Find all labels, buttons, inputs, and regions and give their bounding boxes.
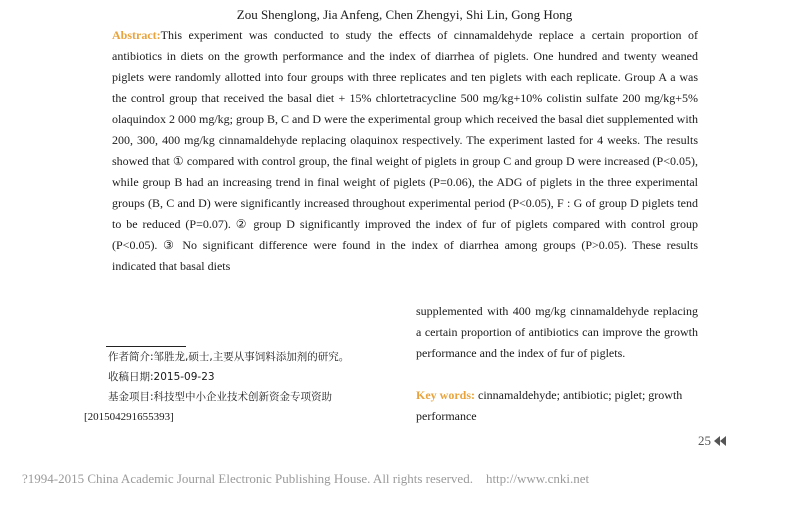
- footnote-grant-number: [201504291655393]: [84, 411, 174, 423]
- page-number: [698, 433, 726, 449]
- footnote-author-info: 作者简介:邹胜龙,硕士,主要从事饲料添加剂的研究。: [108, 351, 350, 363]
- abstract-body: This experiment was conducted to study the effects of cinnamaldehyde replace a certain proportion of antibiotics in diets on the growth performance and the index of diarrhea of piglets. One hundred and twenty weaned piglets were randomly allotted into four groups with three replicates and ten piglets with each replicate. Group A a was the control group that received the basal diet + 15% chlortetracycline 500 mg/kg+10% colistin sulfate 200 mg/kg+5% olaquindox 2 000 mg/kg; group B, C and D were the experimental group which received the basal diet supplemented with 200, 300, 400 mg/kg cinnamaldehyde replacing olaquinox respectively. The experiment lasted for 4 weeks. The results showed that ① compared with control group, the final weight of piglets in group C and group D were increased (P<0.05), while group B had an increasing trend in final weight of piglets (P=0.06), the ADG of piglets in the three experimental groups (B, C and D) were significantly increased throughout experimental period (P<0.05), F : G of group D piglets tend to be reduced (P=0.07). ② group D significantly improved the index of fur of piglets compared with control group (P<0.05). ③ No significant difference were found in the index of diarrhea among groups (P>0.05). These results indicated that basal diets: [112, 28, 698, 273]
- footnote-fund: 基金项目:科技型中小企业技术创新资金专项资助: [108, 391, 333, 403]
- footnote: [84, 347, 404, 427]
- page-marker-icon: [714, 436, 726, 446]
- keywords-text: cinnamaldehyde; antibiotic; piglet; growth performance: [416, 388, 683, 423]
- abstract-tail: supplemented with 400 mg/kg cinnamaldehyde replacing a certain proportion of antibiotics can improve the growth performance and the index of fur of piglets.: [416, 304, 698, 360]
- abstract-label: Abstract:: [112, 28, 161, 42]
- author-list: Zou Shenglong, Jia Anfeng, Chen Zhengyi, Shi Lin, Gong Hong: [236, 7, 573, 22]
- footnote-received-date: 收稿日期:2015-09-23: [108, 371, 215, 383]
- page-number-text: 25: [698, 433, 711, 448]
- keywords-block: [416, 385, 698, 427]
- keywords-label: Key words:: [416, 388, 475, 402]
- copyright-watermark: ?1994-2015 China Academic Journal Electronic Publishing House. All rights reserved. http://www.cnki.net: [22, 471, 590, 486]
- abstract-block: [112, 25, 698, 277]
